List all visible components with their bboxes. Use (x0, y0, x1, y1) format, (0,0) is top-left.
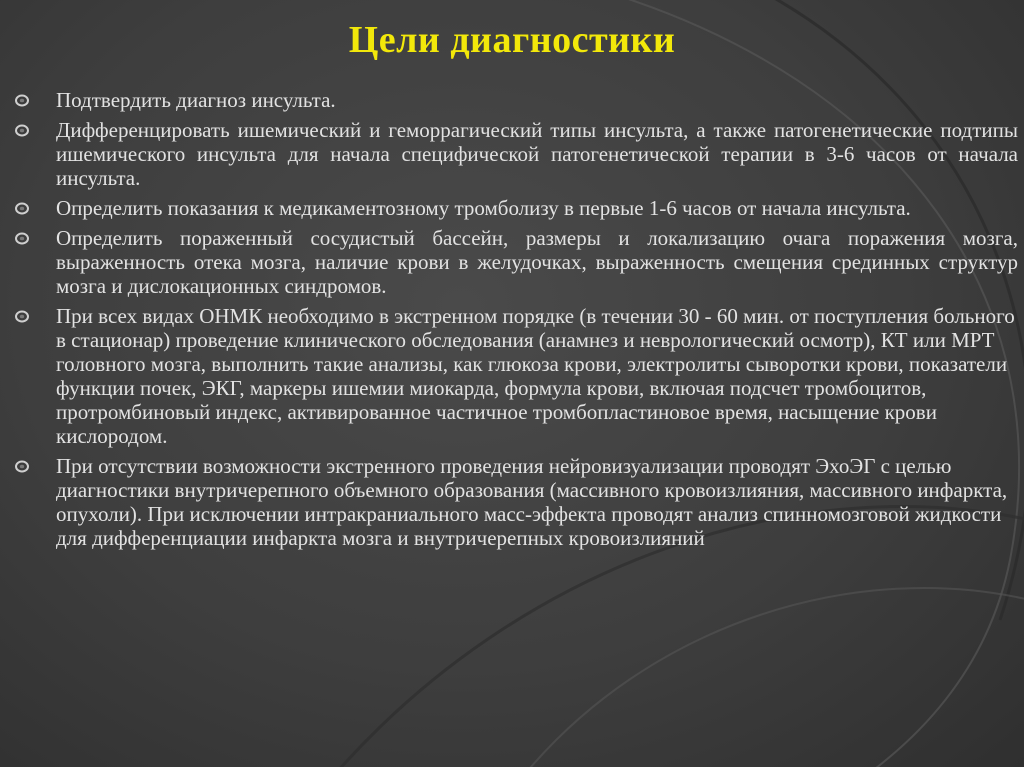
list-item-text: При отсутствии возможности экстренного проведения нейровизуализации проводят ЭхоЭГ с целью диагностики внутричерепного объемного образования (массивного кровоизлияния, массивного инфаркта, опухоли). При исключении интракраниального масс-эффекта проводят анализ спинномозговой жидкости для дифференциации инфаркта мозга и внутричерепных кровоизлияний (56, 454, 1008, 550)
list-item-text: При всех видах ОНМК необходимо в экстренном порядке (в течении 30 - 60 мин. от поступления больного в стационар) проведение клинического обследования (анамнез и неврологический осмотр), КТ или МРТ головного мозга, выполнить такие анализы, как глюкоза крови, электролиты сыворотки крови, показатели функции почек, ЭКГ, маркеры ишемии миокарда, формула крови, включая подсчет тромбоцитов, протромбиновый индекс, активированное частичное тромбопластиновое время, насыщение крови кислородом. (56, 304, 1015, 448)
list-item (14, 118, 1018, 190)
ring-bullet-icon (14, 232, 30, 245)
ring-bullet-icon (14, 460, 30, 473)
list-item-text: Дифференцировать ишемический и геморрагический типы инсульта, а также патогенетические подтипы ишемического инсульта для начала специфической патогенетической терапии в 3-6 часов от начала инсульта. (56, 118, 1018, 190)
list-item-text: Подтвердить диагноз инсульта. (56, 88, 336, 112)
list-item (14, 226, 1018, 298)
ring-bullet-icon (14, 202, 30, 215)
list-item (14, 88, 1018, 112)
list-item (14, 304, 1018, 448)
list-item (14, 454, 1018, 550)
ring-bullet-icon (14, 310, 30, 323)
ring-bullet-icon (14, 124, 30, 137)
list-item (14, 196, 1018, 220)
ring-bullet-icon (14, 94, 30, 107)
list-item-text: Определить показания к медикаментозному тромболизу в первые 1-6 часов от начала инсульта. (56, 196, 911, 220)
slide-title: Цели диагностики (348, 19, 676, 61)
list-item-text: Определить пораженный сосудистый бассейн, размеры и локализацию очага поражения мозга, выраженность отека мозга, наличие крови в желудочках, выраженность смещения срединных структур мозга и дислокационных синдромов. (56, 226, 1018, 298)
goals-list (14, 88, 1018, 556)
